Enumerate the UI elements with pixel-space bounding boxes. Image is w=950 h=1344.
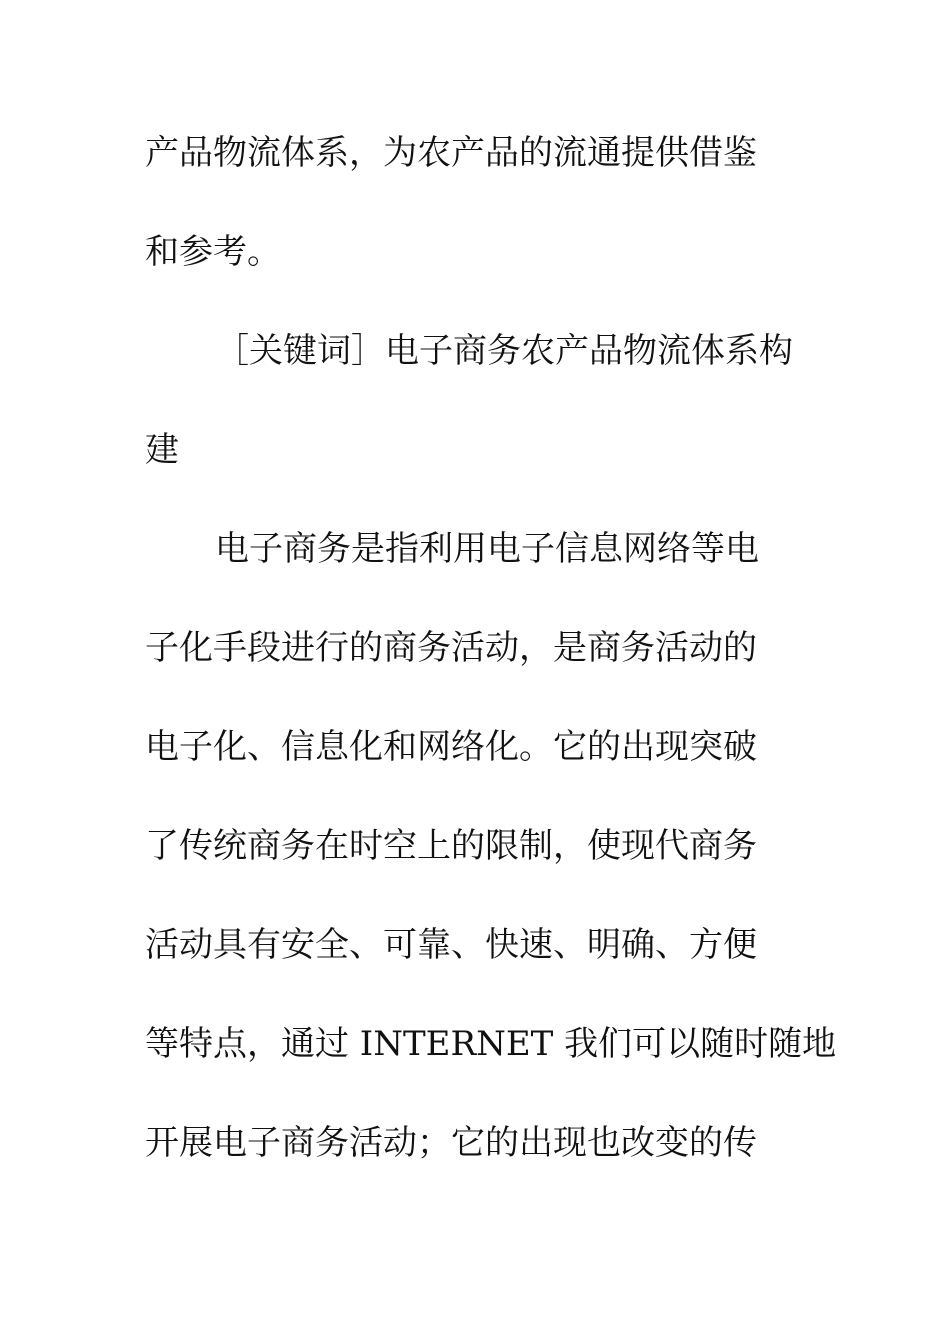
text-line: 产品物流体系，为农产品的流通提供借鉴: [145, 133, 757, 173]
text-line: 开展电子商务活动；它的出现也改变的传: [145, 1123, 757, 1163]
text-line: 了传统商务在时空上的限制，使现代商务: [145, 826, 757, 866]
text-line: 电子化、信息化和网络化。它的出现突破: [145, 727, 757, 767]
text-line: 和参考。: [145, 232, 281, 272]
text-line: 活动具有安全、可靠、快速、明确、方便: [145, 925, 757, 965]
text-line: 等特点，通过 INTERNET 我们可以随时随地: [145, 1024, 837, 1064]
paragraph-start: 电子商务是指利用电子信息网络等电: [215, 529, 759, 569]
text-line: 子化手段进行的商务活动，是商务活动的: [145, 628, 757, 668]
text-line: 建: [145, 430, 179, 470]
keywords-line: ［关键词］电子商务农产品物流体系构: [215, 331, 793, 371]
